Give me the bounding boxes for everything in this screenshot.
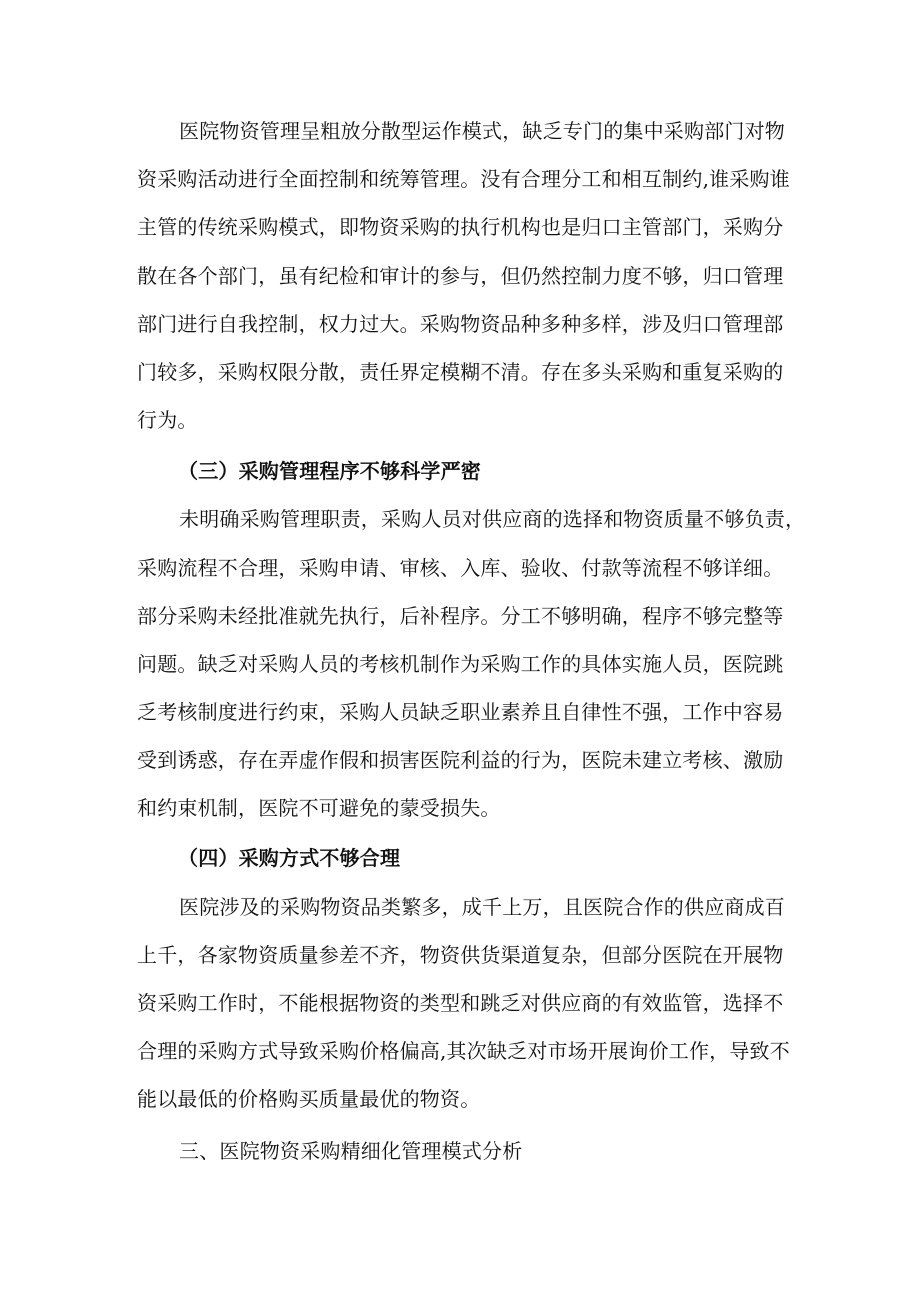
paragraph-1-line-1: 医院物资管理呈粗放分散型运作模式，缺乏专门的集中采购部门对物 bbox=[179, 119, 785, 143]
paragraph-2-line-6: 受到诱惑，存在弄虚作假和损害医院利益的行为，医院未建立考核、激励 bbox=[137, 748, 784, 772]
paragraph-3-line-2: 上千，各家物资质量参差不齐，物资供货渠道复杂，但部分医院在开展物 bbox=[137, 943, 784, 967]
paragraph-1-line-7: 行为。 bbox=[137, 408, 198, 432]
paragraph-1-line-4: 散在各个部门，虽有纪检和审计的参与，但仍然控制力度不够，归口管理 bbox=[137, 264, 784, 288]
paragraph-3-line-4: 合理的采购方式导致采购价格偏高,其次缺乏对市场开展询价工作，导致不 bbox=[137, 1039, 790, 1063]
paragraph-3-line-5: 能以最低的价格购买质量最优的物资。 bbox=[137, 1087, 481, 1111]
section-3-title: 三、医院物资采购精细化管理模式分析 bbox=[179, 1139, 523, 1163]
paragraph-2-line-4: 问题。缺乏对采购人员的考核机制作为采购工作的具体实施人员，医院跳 bbox=[137, 652, 784, 676]
paragraph-2-line-7: 和约束机制，医院不可避免的蒙受损失。 bbox=[137, 796, 501, 820]
heading-section-3-sub-4: （四）采购方式不够合理 bbox=[178, 846, 401, 870]
paragraph-1-line-2: 资采购活动进行全面控制和统筹管理。没有合理分工和相互制约,谁采购谁 bbox=[137, 167, 790, 191]
paragraph-2-line-2: 采购流程不合理，采购申请、审核、入库、验收、付款等流程不够详细。 bbox=[137, 556, 784, 580]
paragraph-3-line-3: 资采购工作时，不能根据物资的类型和跳乏对供应商的有效监管，选择不 bbox=[137, 991, 784, 1015]
paragraph-3-line-1: 医院涉及的采购物资品类繁多，成千上万，且医院合作的供应商成百 bbox=[179, 895, 785, 919]
paragraph-2-line-1: 未明确采购管理职责，采购人员对供应商的选择和物资质量不够负责， bbox=[179, 507, 806, 531]
paragraph-1-line-6: 门较多，采购权限分散，责任界定模糊不清。存在多头采购和重复采购的 bbox=[137, 360, 784, 384]
paragraph-2-line-5: 乏考核制度进行约束，采购人员缺乏职业素养且自律性不强，工作中容易 bbox=[137, 700, 784, 724]
paragraph-1-line-5: 部门进行自我控制，权力过大。采购物资品种多种多样，涉及归口管理部 bbox=[137, 312, 784, 336]
paragraph-2-line-3: 部分采购未经批准就先执行，后补程序。分工不够明确，程序不够完整等 bbox=[137, 604, 784, 628]
heading-section-3-sub-3: （三）采购管理程序不够科学严密 bbox=[178, 459, 481, 483]
paragraph-1-line-3: 主管的传统采购模式，即物资采购的执行机构也是归口主管部门，采购分 bbox=[137, 215, 784, 239]
